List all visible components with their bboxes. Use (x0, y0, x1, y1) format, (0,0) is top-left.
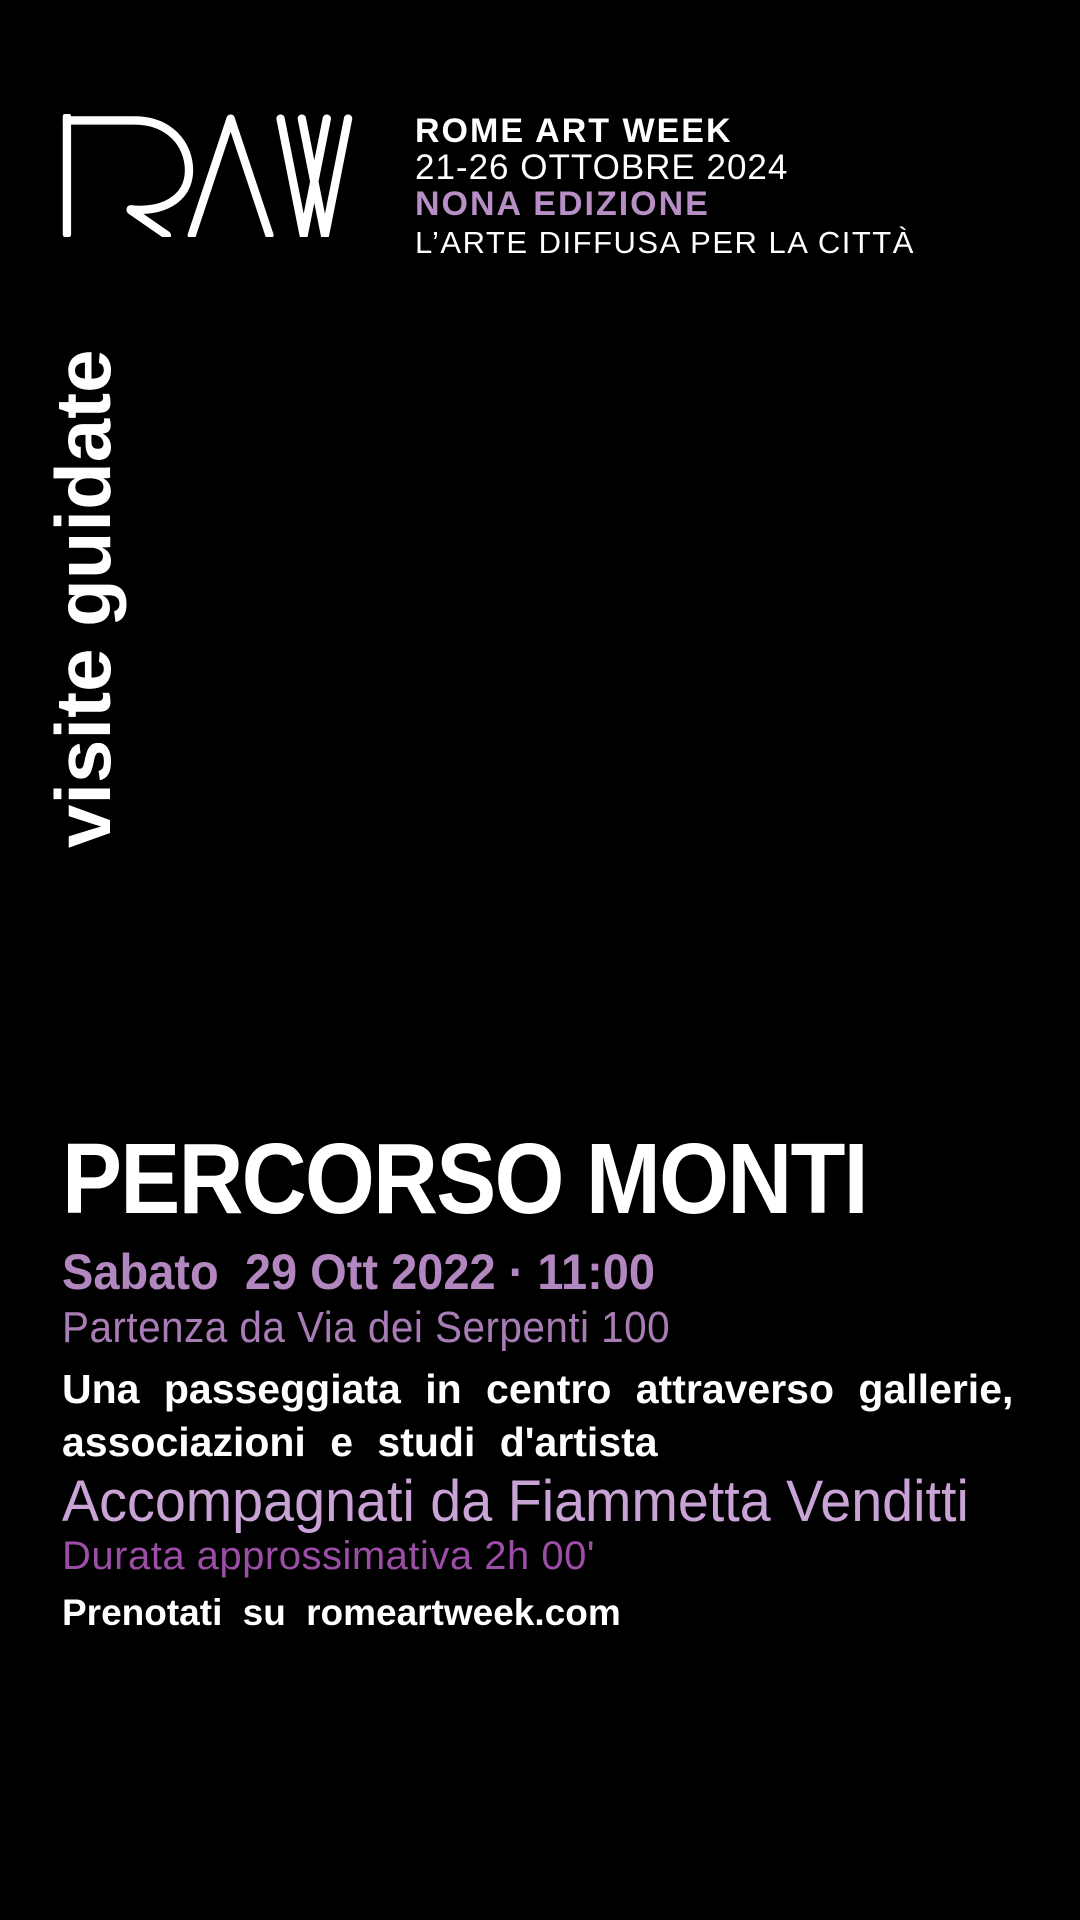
raw-logo (60, 114, 355, 242)
raw-logo-icon (60, 114, 355, 237)
event-description-line1: Una passeggiata in centro attraverso gallerie, (62, 1366, 1014, 1412)
event-week-edition: NONA EDIZIONE (415, 185, 710, 223)
event-description-line2: associazioni e studi d'artista (62, 1419, 658, 1465)
event-description (62, 1363, 1022, 1469)
event-week-title: ROME ART WEEK (415, 112, 733, 150)
booking-info: Prenotati su romeartweek.com (62, 1592, 621, 1633)
event-week-tagline: L’ARTE DIFFUSA PER LA CITTÀ (415, 225, 915, 260)
event-guide: Accompagnati da Fiammetta Venditti (62, 1469, 969, 1534)
event-duration: Durata approssimativa 2h 00' (62, 1534, 596, 1578)
event-meeting-point: Partenza da Via dei Serpenti 100 (62, 1303, 671, 1352)
event-datetime: Sabato 29 Ott 2022 · 11:00 (62, 1244, 656, 1300)
vertical-category-label: visite guidate (39, 349, 127, 848)
header (415, 112, 915, 262)
event-title: PERCORSO MONTI (62, 1123, 867, 1235)
event-week-dates: 21-26 OTTOBRE 2024 (415, 148, 789, 187)
